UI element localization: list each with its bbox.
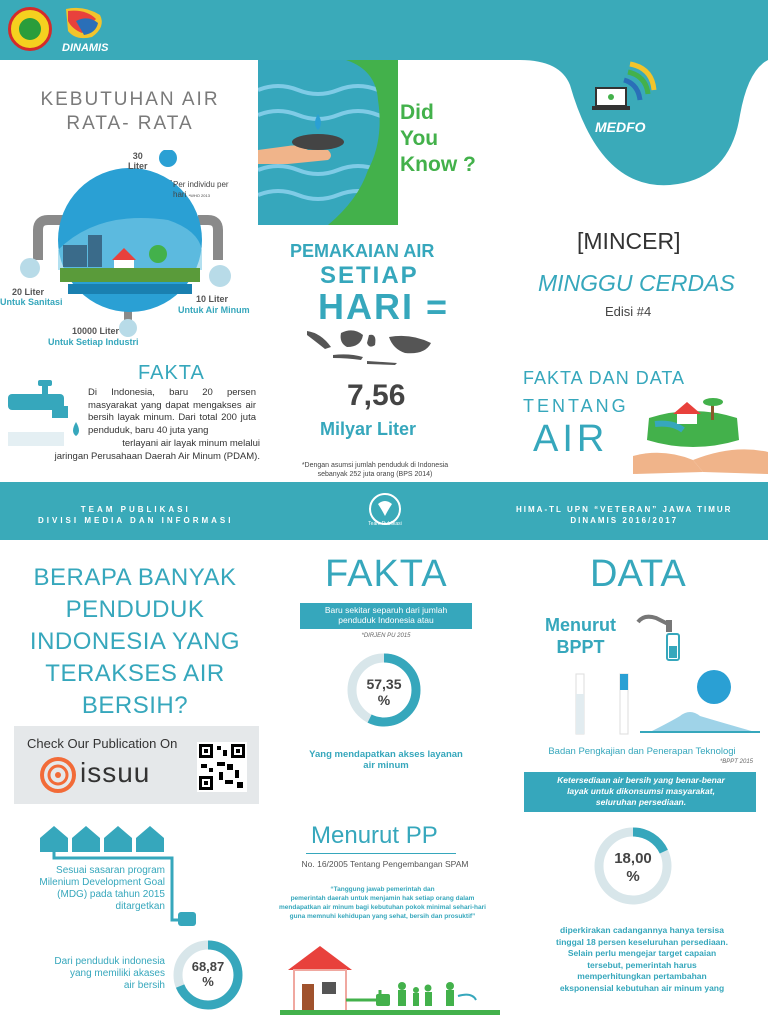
university-logo [8,7,52,51]
akses-percentage-sign: % [377,692,391,708]
cadangan-line4: tersebut, pemerintah harus [587,959,697,970]
kebutuhan-title [40,88,220,136]
fakta-dan-data-line3: AIR [533,418,609,460]
fakta-2-box-line1: Baru sekitar separuh dari jumlah [324,605,448,615]
kebutuhan-title-line2: RATA- RATA [66,113,194,134]
medfo-label: MEDFO [595,119,646,135]
bps-footnote-line2: sebanyak 252 juta orang (BPS 2014) [317,471,433,478]
berapa-question [15,562,255,722]
mdg-percentage [171,959,245,989]
label-air-minum: Untuk Air Minum [178,305,250,315]
kebutuhan-title-line1: KEBUTUHAN AIR [40,89,220,110]
mdg-percentage-sign: % [202,974,214,989]
menurut-pp-underline [306,853,456,854]
who-source: *WHO 2013 [188,193,210,198]
fakta-2-box-line2: penduduk Indonesia atau [338,615,434,625]
fakta-dan-data-line2: TENTANG [523,396,629,416]
bppt-label: BPPT [556,637,605,657]
akses-percentage-value: 57,35 [366,676,402,692]
akses-label [300,749,472,771]
menurut-label: Menurut [545,615,616,635]
issuu-icon[interactable] [40,757,76,793]
menurut-pp-title: Menurut PP [311,822,438,849]
mdg-line4: ditargetkan [115,901,165,912]
berapa-line4: TERAKSES AIR [45,660,225,687]
medfo-logo [590,60,660,115]
mdg-line3: (MDG) pada tahun 2015 [57,889,165,900]
fakta-title-2: FAKTA [325,553,448,595]
label-industri: Untuk Setiap Industri [48,337,139,347]
dinamis-logo [62,5,106,41]
publication-label: Check Our Publication On [27,736,178,751]
label-10000-liter: 10000 Liter [72,326,120,336]
per-individu-label [173,180,229,201]
bppt-fullname: Badan Pengkajian dan Penerapan Teknologi [548,746,736,757]
bps-footnote [290,461,460,479]
cadangan-line2: tinggal 18 persen keseluruhan persediaan. [556,936,728,947]
cadangan-percentage [592,850,674,886]
akses-line1: Yang mendapatkan akses layanan [309,749,463,760]
dinamis-label: DINAMIS [62,42,109,54]
water-usage-number: 7,56 [347,379,406,412]
pemakaian-title: PEMAKAIAN AIR [290,241,435,261]
label-30-liter [128,151,148,171]
hima-line1: HIMA-TL UPN “VETERAN” JAWA TIMUR [516,505,733,514]
dari-line1: Dari penduduk indonesia [54,956,165,967]
pp-quote [270,885,495,921]
cadangan-line6: eksponensial kebutuhan air minum yang [559,982,725,993]
ketersediaan-line1: Ketersediaan air bersih yang benar-benar [557,775,725,785]
cadangan-text [524,925,760,994]
pp-quote-line2: pemerintah daerah untuk menjamin hak setiap orang dalam [290,895,475,902]
minggu-cerdas-subtitle: MINGGU CERDAS [538,270,735,296]
team-publikasi-line1: TEAM PUBLIKASI [80,505,191,514]
berapa-line2: PENDUDUK [65,596,205,623]
label-10-liter: 10 Liter [196,294,229,304]
did-you-know-text [400,100,476,178]
dari-line3: air bersih [123,980,165,991]
ketersediaan-line2: layak untuk dikonsumsi masyarakat, [567,786,715,796]
team-publikasi-label [38,504,233,526]
qr-code[interactable] [197,742,247,792]
cadangan-line1: diperkirakan cadangannya hanya tersisa [560,925,724,935]
fakta-1-tail [30,438,260,463]
fakta-1-tail-line1: terlayani air layak minum melalui [122,438,260,449]
did-you-know-line2: You [400,127,439,150]
fakta-1-paragraph: Di Indonesia, baru 20 persen masyarakat yang dapat mengakses air bersih layak minum. Dari total 200 juta penduduk, baru 40 juta yang [88,387,256,436]
mincer-title: [MINCER] [577,228,681,254]
bppt-water-illustration [560,612,760,742]
pp-quote-line3: mendapatkan air minum bagi kebutuhan pokok minimal sehari-hari [279,904,486,911]
water-usage-unit: Milyar Liter [320,419,417,439]
hari-label: HARI = [318,286,450,327]
fakta-2-box-text [300,605,472,625]
team-publikasi-logo-text: Team Publikasi [368,521,402,527]
hima-label [516,504,732,526]
hima-line2: DINAMIS 2016/2017 [570,516,679,525]
label-30-unit: Liter [128,161,148,171]
indonesia-map-icon [305,325,435,375]
bps-footnote-line1: *Dengan asumsi jumlah penduduk di Indonesia [301,462,449,469]
did-you-know-line3: Know ? [400,153,476,176]
fakta-1-tail-line2: jaringan Perusahaan Daerah Air Minum (PDAM). [54,450,260,462]
fakta-dan-data-line1: FAKTA DAN DATA [523,368,686,388]
did-you-know-line1: Did [400,101,434,124]
fakta-title-1: FAKTA [138,362,205,384]
berapa-line3: INDONESIA YANG [29,628,241,655]
berapa-line1: BERAPA BANYAK [33,564,237,591]
label-sanitasi: Untuk Sanitasi [0,297,63,307]
house-family-illustration [280,940,500,1015]
ketersediaan-line3: seluruhan persediaan. [595,797,687,807]
pp-quote-line4: guna memnuhi kehidupan yang sehat, bersih dan prosuktif” [289,913,476,920]
pp-number: No. 16/2005 Tentang Pengembangan SPAM [301,859,469,869]
mdg-percentage-value: 68,87 [191,959,225,974]
pp-quote-line1: “Tanggung jawab pemerintah dan [330,886,435,893]
cadangan-percentage-value: 18,00 [614,850,652,867]
data-title: DATA [590,553,686,595]
akses-line2: air minum [363,760,409,771]
berapa-line5: BERSIH? [81,692,189,719]
per-individu-line2: hari [173,190,187,199]
cadangan-line3: Selain perlu mengejar target capaian [567,948,717,958]
did-you-know-illustration [258,60,398,225]
island-hands-illustration [633,378,768,483]
mdg-text [15,865,165,913]
per-individu-line1: Per individu per [173,180,229,189]
dari-penduduk-text [15,956,165,992]
dirjen-source: *DIRJEN PU 2015 [361,633,411,639]
mdg-line1: Sesuai sasaran program [56,865,165,876]
dari-line2: yang memiliki akases [69,968,165,979]
edition-label: Edisi #4 [605,304,652,319]
cadangan-percentage-sign: % [626,868,640,885]
cadangan-line5: memperhitungkan pertambahan [577,971,707,981]
ketersediaan-text [528,775,754,808]
setiap-label: SETIAP [320,262,419,289]
akses-percentage [345,676,423,708]
label-30-number: 30 [132,151,143,161]
label-20-liter: 20 Liter [12,287,45,297]
mdg-line2: Milenium Development Goal [39,877,165,888]
team-publikasi-line2: DIVISI MEDIA DAN INFORMASI [38,516,234,525]
issuu-wordmark[interactable]: issuu [80,757,151,788]
bppt-source: *BPPT 2015 [719,759,753,765]
